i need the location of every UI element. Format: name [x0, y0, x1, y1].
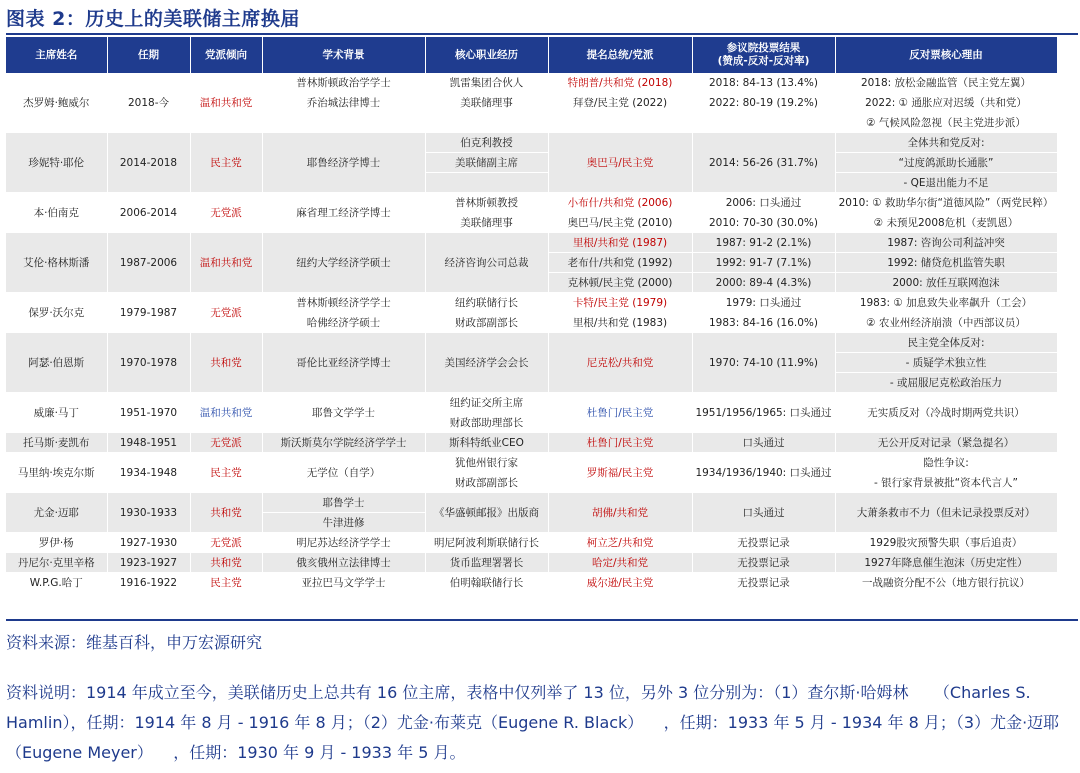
header-vote-line1: 参议院投票结果 [726, 42, 801, 54]
chair-nominator: 杜鲁门/民主党 [548, 433, 692, 453]
chair-nominator: 里根/共和党 (1983) [548, 313, 692, 333]
chair-career: 斯科特纸业CEO [425, 433, 548, 453]
chair-reason: 1987: 咨询公司利益冲突 [835, 233, 1057, 253]
chair-name: 杰罗姆·鲍威尔 [6, 73, 107, 133]
chair-career: 纽约联储行长 [425, 293, 548, 313]
table-row [6, 193, 1057, 213]
chair-reason: 一战融资分配不公（地方银行抗议） [835, 573, 1057, 593]
chair-career: 凯雷集团合伙人 [425, 73, 548, 93]
chair-education: 哈佛经济学硕士 [262, 313, 425, 333]
chair-education: 哥伦比亚经济学博士 [262, 333, 425, 393]
chair-term: 1916-1922 [107, 573, 190, 593]
chair-party: 共和党 [190, 333, 262, 393]
chair-nominator: 拜登/民主党 (2022) [548, 93, 692, 113]
chair-education [262, 113, 425, 133]
chair-party: 温和共和党 [190, 73, 262, 133]
chair-education: 牛津进修 [262, 513, 425, 533]
table-header-row [6, 37, 1057, 73]
chair-career: 伯明翰联储行长 [425, 573, 548, 593]
chair-nominator: 老布什/共和党 (1992) [548, 253, 692, 273]
chair-vote: 2000: 89-4 (4.3%) [692, 273, 835, 293]
chair-party: 无党派 [190, 433, 262, 453]
chair-term: 1987-2006 [107, 233, 190, 293]
chair-career: 财政部助理部长 [425, 413, 548, 433]
chair-name: 托马斯·麦凯布 [6, 433, 107, 453]
chair-vote: 口头通过 [692, 493, 835, 533]
chair-career: 普林斯顿教授 [425, 193, 548, 213]
chair-vote: 1970: 74-10 (11.9%) [692, 333, 835, 393]
header-name: 主席姓名 [6, 37, 107, 73]
chair-term: 1934-1948 [107, 453, 190, 493]
table-row [6, 233, 1057, 253]
chair-career: 犹他州银行家 [425, 453, 548, 473]
fed-chairs-table [6, 37, 1058, 593]
chair-term: 2006-2014 [107, 193, 190, 233]
chair-education: 耶鲁学士 [262, 493, 425, 513]
chair-reason: ② 农业州经济崩溃（中西部议员） [835, 313, 1057, 333]
chair-education: 斯沃斯莫尔学院经济学学士 [262, 433, 425, 453]
table-row [6, 493, 1057, 513]
chair-education: 纽约大学经济学硕士 [262, 233, 425, 293]
chair-term: 1948-1951 [107, 433, 190, 453]
chair-nominator: 杜鲁门/民主党 [548, 393, 692, 433]
chair-term: 1923-1927 [107, 553, 190, 573]
chair-education: 明尼苏达经济学学士 [262, 533, 425, 553]
chair-nominator: 奥巴马/民主党 [548, 133, 692, 193]
chair-nominator: 柯立芝/共和党 [548, 533, 692, 553]
chair-nominator: 奥巴马/民主党 (2010) [548, 213, 692, 233]
title-divider [6, 33, 1078, 35]
chair-career: 纽约证交所主席 [425, 393, 548, 413]
chair-career: 美联储副主席 [425, 153, 548, 173]
source-note: 资料来源：维基百科，申万宏源研究 [6, 633, 263, 652]
chair-reason: - QE退出能力不足 [835, 173, 1057, 193]
chair-party: 温和共和党 [190, 393, 262, 433]
chair-reason: ② 气候风险忽视（民主党进步派） [835, 113, 1057, 133]
header-vote-line2: (赞成-反对-反对率) [717, 55, 810, 67]
chair-vote: 2006: 口头通过 [692, 193, 835, 213]
table-bottom-divider [6, 619, 1078, 621]
table-row [6, 73, 1057, 93]
explanatory-note: 资料说明：1914 年成立至今，美联储历史上总共有 16 位主席，表格中仅列举了 13 位，另外 3 位分别为：（1）查尔斯·哈姆林 （Charles S. Hamlin），任期：1914 年 8 月 - 1916 年 8 月；（2）尤金·布莱克（Eugene R. Black） ，任期：1933 年 5 月 - 1934 年 8 月；（3）尤金·迈耶（Eugene Meyer） ，任期：1930 年 9 月 - 1933 年 5 月。 [6, 683, 1060, 762]
chair-vote: 2022: 80-19 (19.2%) [692, 93, 835, 113]
chair-name: 威廉·马丁 [6, 393, 107, 433]
chair-reason: 1929股灾预警失职（事后追责） [835, 533, 1057, 553]
chair-education: 耶鲁经济学博士 [262, 133, 425, 193]
chair-career: 财政部副部长 [425, 473, 548, 493]
table-row [6, 133, 1057, 153]
chair-term: 1927-1930 [107, 533, 190, 553]
chair-nominator: 小布什/共和党 (2006) [548, 193, 692, 213]
chair-education: 麻省理工经济学博士 [262, 193, 425, 233]
chair-nominator: 罗斯福/民主党 [548, 453, 692, 493]
chair-education: 乔治城法律博士 [262, 93, 425, 113]
chair-vote: 1979: 口头通过 [692, 293, 835, 313]
chair-vote: 2018: 84-13 (13.4%) [692, 73, 835, 93]
chair-nominator: 特朗普/共和党 (2018) [548, 73, 692, 93]
chair-education: 俄亥俄州立法律博士 [262, 553, 425, 573]
chair-nominator [548, 113, 692, 133]
chair-reason: - 或屈服尼克松政治压力 [835, 373, 1057, 393]
chair-career: 美联储理事 [425, 93, 548, 113]
chair-name: 本·伯南克 [6, 193, 107, 233]
chair-education: 普林斯顿政治学学士 [262, 73, 425, 93]
table-row [6, 333, 1057, 353]
chair-reason: “过度鸽派助长通胀” [835, 153, 1057, 173]
chair-reason: 全体共和党反对: [835, 133, 1057, 153]
header-education: 学术背景 [262, 37, 425, 73]
header-career: 核心职业经历 [425, 37, 548, 73]
chair-vote: 1983: 84-16 (16.0%) [692, 313, 835, 333]
chair-career: 美联储理事 [425, 213, 548, 233]
table-row [6, 553, 1057, 573]
chair-career: 明尼阿波利斯联储行长 [425, 533, 548, 553]
chair-name: 丹尼尔·克里辛格 [6, 553, 107, 573]
chair-vote: 2014: 56-26 (31.7%) [692, 133, 835, 193]
chair-reason: 无公开反对记录（紧急提名） [835, 433, 1057, 453]
chair-career: 财政部副部长 [425, 313, 548, 333]
chair-career: 货币监理署署长 [425, 553, 548, 573]
chair-education: 亚拉巴马文学学士 [262, 573, 425, 593]
chair-name: 马里纳·埃克尔斯 [6, 453, 107, 493]
chair-name: 尤金·迈耶 [6, 493, 107, 533]
table-row [6, 533, 1057, 553]
chair-reason: 民主党全体反对: [835, 333, 1057, 353]
chair-education: 耶鲁文学学士 [262, 393, 425, 433]
chair-reason: 1992: 储贷危机监管失职 [835, 253, 1057, 273]
chair-reason: 2010: ① 救助华尔街“道德风险”（两党民粹） [835, 193, 1057, 213]
header-party: 党派倾向 [190, 37, 262, 73]
chair-party: 民主党 [190, 573, 262, 593]
chair-nominator: 里根/共和党 (1987) [548, 233, 692, 253]
chair-party: 温和共和党 [190, 233, 262, 293]
chair-career: 伯克利教授 [425, 133, 548, 153]
chair-nominator: 胡佛/共和党 [548, 493, 692, 533]
chair-career [425, 113, 548, 133]
table-row [6, 433, 1057, 453]
chair-party: 无党派 [190, 193, 262, 233]
chair-reason: 大萧条救市不力（但未记录投票反对） [835, 493, 1057, 533]
table-row [6, 453, 1057, 473]
chair-reason: 无实质反对（冷战时期两党共识） [835, 393, 1057, 433]
chair-education: 无学位（自学） [262, 453, 425, 493]
chair-reason: ② 未预见2008危机（麦凯恩） [835, 213, 1057, 233]
chair-vote: 无投票记录 [692, 573, 835, 593]
chair-nominator: 克林顿/民主党 (2000) [548, 273, 692, 293]
chair-nominator: 尼克松/共和党 [548, 333, 692, 393]
chair-party: 共和党 [190, 493, 262, 533]
chair-vote: 无投票记录 [692, 553, 835, 573]
chair-nominator: 哈定/共和党 [548, 553, 692, 573]
header-term: 任期 [107, 37, 190, 73]
header-reason: 反对票核心理由 [835, 37, 1057, 73]
chair-name: 艾伦·格林斯潘 [6, 233, 107, 293]
chair-reason: 2018: 放松金融监管（民主党左翼） [835, 73, 1057, 93]
header-vote [692, 37, 835, 73]
table-row [6, 573, 1057, 593]
chair-term: 2018-今 [107, 73, 190, 133]
chair-reason: 隐性争议: [835, 453, 1057, 473]
chair-career: 美国经济学会会长 [425, 333, 548, 393]
chair-career: 《华盛顿邮报》出版商 [425, 493, 548, 533]
chair-party: 无党派 [190, 293, 262, 333]
chair-nominator: 卡特/民主党 (1979) [548, 293, 692, 313]
chair-education: 普林斯顿经济学学士 [262, 293, 425, 313]
chair-party: 民主党 [190, 453, 262, 493]
table-row [6, 393, 1057, 413]
chair-term: 1930-1933 [107, 493, 190, 533]
chair-nominator: 威尔逊/民主党 [548, 573, 692, 593]
chair-term: 1951-1970 [107, 393, 190, 433]
chair-name: 罗伊·杨 [6, 533, 107, 553]
chair-party: 无党派 [190, 533, 262, 553]
chair-name: W.P.G.哈丁 [6, 573, 107, 593]
chair-vote: 1987: 91-2 (2.1%) [692, 233, 835, 253]
chair-party: 民主党 [190, 133, 262, 193]
chair-vote: 1951/1956/1965: 口头通过 [692, 393, 835, 433]
chair-career: 经济咨询公司总裁 [425, 233, 548, 293]
chair-vote: 口头通过 [692, 433, 835, 453]
table-row [6, 293, 1057, 313]
chair-name: 阿瑟·伯恩斯 [6, 333, 107, 393]
header-nominator: 提名总统/党派 [548, 37, 692, 73]
chair-reason: - 银行家背景被批“资本代言人” [835, 473, 1057, 493]
chair-reason: 2000: 放任互联网泡沫 [835, 273, 1057, 293]
chair-term: 1970-1978 [107, 333, 190, 393]
chair-term: 2014-2018 [107, 133, 190, 193]
chair-vote [692, 113, 835, 133]
chair-reason: 1983: ① 加息致失业率飙升（工会） [835, 293, 1057, 313]
chair-reason: 1927年降息催生泡沫（历史定性） [835, 553, 1057, 573]
chair-reason: 2022: ① 通胀应对迟缓（共和党） [835, 93, 1057, 113]
chair-vote: 2010: 70-30 (30.0%) [692, 213, 835, 233]
chair-reason: - 质疑学术独立性 [835, 353, 1057, 373]
chair-career [425, 173, 548, 193]
chair-name: 珍妮特·耶伦 [6, 133, 107, 193]
chair-vote: 1934/1936/1940: 口头通过 [692, 453, 835, 493]
chair-vote: 1992: 91-7 (7.1%) [692, 253, 835, 273]
figure-title: 图表 2：历史上的美联储主席换届 [6, 8, 300, 30]
chair-term: 1979-1987 [107, 293, 190, 333]
chair-party: 共和党 [190, 553, 262, 573]
chair-vote: 无投票记录 [692, 533, 835, 553]
chair-name: 保罗·沃尔克 [6, 293, 107, 333]
